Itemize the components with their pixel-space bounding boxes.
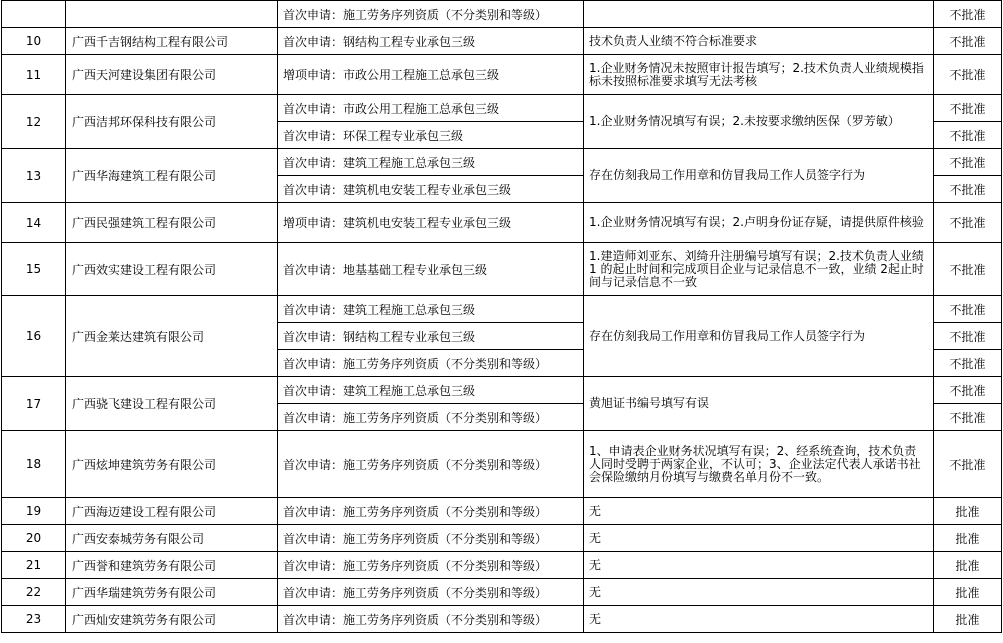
application-type: 首次申请：钢结构工程专业承包三级	[278, 28, 584, 55]
table-row	[2, 203, 1002, 243]
company-name: 广西誉和建筑劳务有限公司	[66, 552, 278, 579]
table-row	[2, 296, 1002, 323]
table-row	[2, 552, 1002, 579]
rejection-reason: 存在仿刻我局工作用章和仿冒我局工作人员签字行为	[584, 149, 934, 203]
approval-result: 不批准	[934, 296, 1002, 323]
table-row	[2, 606, 1002, 633]
approval-result: 不批准	[934, 404, 1002, 431]
rejection-reason: 1、申请表企业财务状况填写有误；2、经系统查询，技术负责人同时受聘于两家企业，不认可；3、企业法定代表人承诺书社会保险缴纳月份填写与缴费名单月份不一致。	[584, 431, 934, 498]
rejection-reason: 技术负责人业绩不符合标准要求	[584, 28, 934, 55]
application-type: 首次申请：建筑工程施工总承包三级	[278, 296, 584, 323]
approval-result: 不批准	[934, 243, 1002, 296]
rejection-reason: 1.企业财务情况填写有误；2.卢明身份证存疑，请提供原件核验	[584, 203, 934, 243]
rejection-reason: 黄旭证书编号填写有误	[584, 377, 934, 431]
row-number: 19	[2, 498, 66, 525]
approval-result: 不批准	[934, 203, 1002, 243]
row-number: 21	[2, 552, 66, 579]
row-number: 17	[2, 377, 66, 431]
row-number: 16	[2, 296, 66, 377]
table-row	[2, 149, 1002, 176]
application-type: 首次申请：施工劳务序列资质（不分类别和等级）	[278, 1, 584, 28]
company-name: 广西金莱达建筑有限公司	[66, 296, 278, 377]
approval-result: 不批准	[934, 55, 1002, 95]
table-row	[2, 431, 1002, 498]
approval-result: 不批准	[934, 431, 1002, 498]
company-name: 广西天河建设集团有限公司	[66, 55, 278, 95]
application-type: 首次申请：建筑工程施工总承包三级	[278, 377, 584, 404]
application-type: 首次申请：施工劳务序列资质（不分类别和等级）	[278, 498, 584, 525]
rejection-reason: 无	[584, 525, 934, 552]
company-name: 广西灿安建筑劳务有限公司	[66, 606, 278, 633]
table-row	[2, 55, 1002, 95]
table-row	[2, 28, 1002, 55]
approval-result: 不批准	[934, 28, 1002, 55]
row-number: 15	[2, 243, 66, 296]
row-number: 13	[2, 149, 66, 203]
approval-results-table	[1, 0, 1002, 633]
application-type: 首次申请：施工劳务序列资质（不分类别和等级）	[278, 606, 584, 633]
table-body	[2, 1, 1002, 633]
approval-result: 不批准	[934, 176, 1002, 203]
table-row	[2, 377, 1002, 404]
application-type: 首次申请：施工劳务序列资质（不分类别和等级）	[278, 404, 584, 431]
company-name: 广西华海建筑工程有限公司	[66, 149, 278, 203]
rejection-reason: 无	[584, 552, 934, 579]
company-name: 广西千吉钢结构工程有限公司	[66, 28, 278, 55]
row-number: 14	[2, 203, 66, 243]
approval-result: 不批准	[934, 149, 1002, 176]
row-number: 20	[2, 525, 66, 552]
row-number: 10	[2, 28, 66, 55]
approval-result: 批准	[934, 606, 1002, 633]
table-row	[2, 243, 1002, 296]
rejection-reason: 无	[584, 579, 934, 606]
approval-result: 批准	[934, 552, 1002, 579]
table-row	[2, 95, 1002, 122]
table-row	[2, 525, 1002, 552]
row-number: 23	[2, 606, 66, 633]
application-type: 首次申请：施工劳务序列资质（不分类别和等级）	[278, 525, 584, 552]
rejection-reason	[584, 1, 934, 28]
company-name: 广西华瑞建筑劳务有限公司	[66, 579, 278, 606]
rejection-reason: 存在仿刻我局工作用章和仿冒我局工作人员签字行为	[584, 296, 934, 377]
approval-result: 不批准	[934, 95, 1002, 122]
approval-result: 批准	[934, 498, 1002, 525]
table-row	[2, 498, 1002, 525]
company-name: 广西安泰城劳务有限公司	[66, 525, 278, 552]
rejection-reason: 无	[584, 606, 934, 633]
approval-result: 不批准	[934, 122, 1002, 149]
rejection-reason: 1.企业财务情况未按照审计报告填写；2.技术负责人业绩规模指标未按照标准要求填写无法考核	[584, 55, 934, 95]
approval-result: 不批准	[934, 350, 1002, 377]
company-name: 广西炫坤建筑劳务有限公司	[66, 431, 278, 498]
company-name: 广西效实建设工程有限公司	[66, 243, 278, 296]
application-type: 首次申请：建筑机电安装工程专业承包三级	[278, 176, 584, 203]
row-number	[2, 1, 66, 28]
rejection-reason: 1.企业财务情况填写有误；2.未按要求缴纳医保（罗芳敏）	[584, 95, 934, 149]
approval-result: 不批准	[934, 377, 1002, 404]
approval-result: 不批准	[934, 1, 1002, 28]
company-name: 广西洁邦环保科技有限公司	[66, 95, 278, 149]
row-number: 11	[2, 55, 66, 95]
company-name: 广西民强建筑工程有限公司	[66, 203, 278, 243]
application-type: 首次申请：地基基础工程专业承包三级	[278, 243, 584, 296]
approval-result: 批准	[934, 579, 1002, 606]
application-type: 首次申请：钢结构工程专业承包三级	[278, 323, 584, 350]
application-type: 首次申请：环保工程专业承包三级	[278, 122, 584, 149]
application-type: 首次申请：施工劳务序列资质（不分类别和等级）	[278, 350, 584, 377]
row-number: 18	[2, 431, 66, 498]
application-type: 首次申请：市政公用工程施工总承包三级	[278, 95, 584, 122]
company-name	[66, 1, 278, 28]
rejection-reason: 1.建造师刘亚东、刘绮升注册编号填写有误；2.技术负责人业绩 1 的起止时间和完成项目企业与记录信息不一致，业绩 2起止时间与记录信息不一致	[584, 243, 934, 296]
table-row	[2, 1, 1002, 28]
application-type: 首次申请：施工劳务序列资质（不分类别和等级）	[278, 579, 584, 606]
company-name: 广西海迈建设工程有限公司	[66, 498, 278, 525]
table-row	[2, 579, 1002, 606]
company-name: 广西骁飞建设工程有限公司	[66, 377, 278, 431]
application-type: 增项申请：市政公用工程施工总承包三级	[278, 55, 584, 95]
row-number: 12	[2, 95, 66, 149]
row-number: 22	[2, 579, 66, 606]
rejection-reason: 无	[584, 498, 934, 525]
application-type: 首次申请：施工劳务序列资质（不分类别和等级）	[278, 552, 584, 579]
approval-result: 不批准	[934, 323, 1002, 350]
application-type: 首次申请：建筑工程施工总承包三级	[278, 149, 584, 176]
application-type: 增项申请：建筑机电安装工程专业承包三级	[278, 203, 584, 243]
application-type: 首次申请：施工劳务序列资质（不分类别和等级）	[278, 431, 584, 498]
approval-result: 批准	[934, 525, 1002, 552]
